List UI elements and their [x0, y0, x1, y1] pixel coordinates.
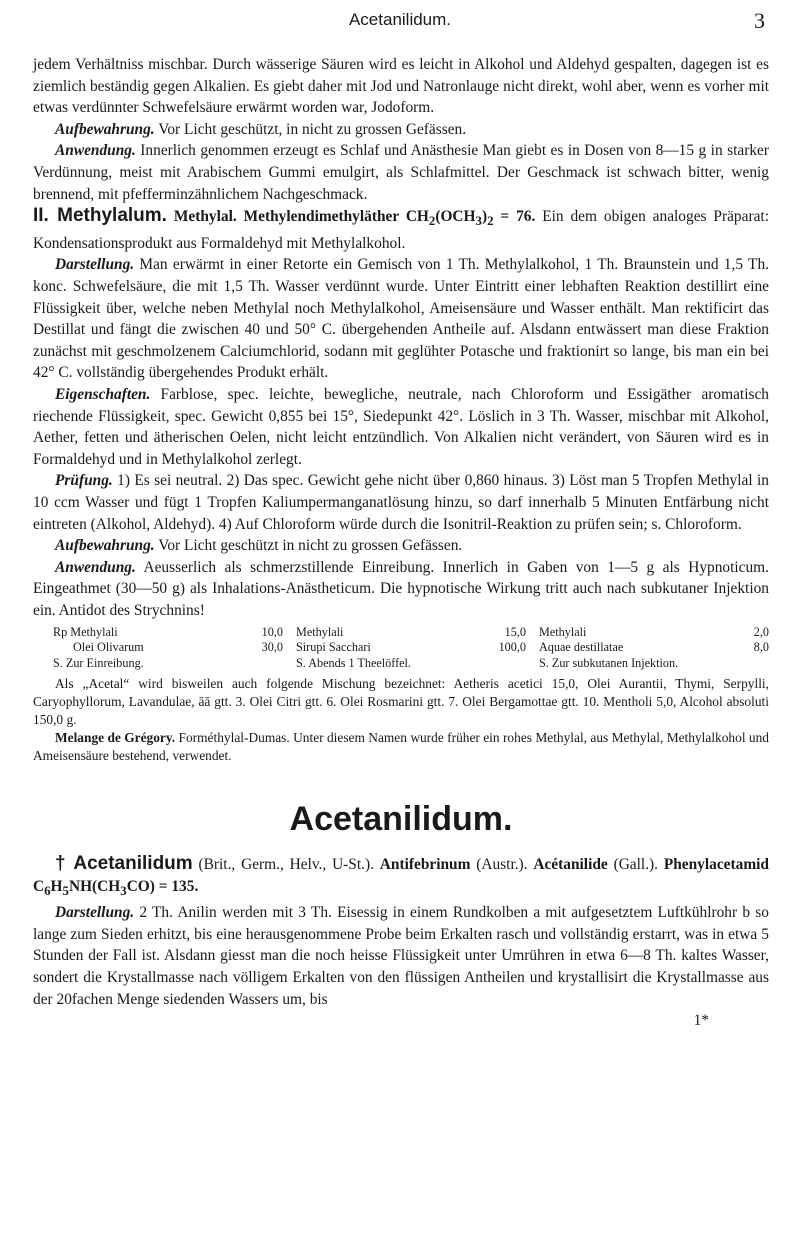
amount: 8,0: [753, 640, 769, 655]
amount: 100,0: [498, 640, 526, 655]
ingredient: Methylali: [539, 624, 587, 639]
synonyms-methylal: [166, 208, 536, 229]
formula-sub: 3: [475, 214, 482, 229]
formula-sub: 6: [44, 883, 51, 898]
paragraph-aufbewahrung-2: [33, 535, 769, 557]
recipes: [33, 625, 769, 672]
text-anwendung-2: Aeusserlich als schmerzstillende Einreibung. Innerlich in Gaben von 1—5 g als Hypnoticum. Eingeathmet (30—50 g) als Inhalations-Anästheticum. Die hypnotische Wirkung tritt auch nach subkutaner Injektion ein. Antidot des Strychnins!: [33, 558, 769, 619]
formula-part: NH(CH: [68, 877, 121, 895]
paragraph-methylalum: [33, 205, 769, 254]
printer-signature: 1*: [693, 1012, 709, 1030]
label-pruefung: Prüfung.: [55, 472, 113, 490]
label-darstellung-2: Darstellung.: [55, 904, 135, 922]
recipe-2: [296, 625, 526, 672]
recipe-line: [539, 625, 769, 641]
paragraph-acetanilidum: [33, 853, 769, 902]
ingredient: Rp Methylali: [53, 624, 118, 639]
ingredient: Methylali: [296, 624, 344, 639]
formula-part: (OCH: [435, 208, 476, 226]
recipe-line: [53, 640, 283, 656]
pharmacopoeia-austr: (Austr.).: [470, 856, 534, 874]
body-text: [33, 54, 769, 1032]
label-aufbewahrung-2: Aufbewahrung.: [55, 537, 155, 555]
recipe-1: [33, 625, 283, 672]
recipe-line: [296, 625, 526, 641]
paragraph-darstellung-acetanilid: [33, 902, 769, 1010]
paragraph-anwendung-2: [33, 557, 769, 622]
formula-sub: 2: [487, 214, 494, 229]
paragraph-darstellung: [33, 254, 769, 384]
text-acetal: Als „Acetal“ wird bisweilen auch folgende Mischung bezeichnet: Aetheris acetici 15,0, Olei Aurantii, Thymi, Serpylli, Caryophyllorum, Lavandulae, āā gtt. 3. Olei Citri gtt. 6. Olei Rosmarini gtt. 7. Olei Bergamottae gtt. 10. Mentholi 5,0, Alcohol absoluti 150,0 g.: [33, 676, 769, 728]
label-eigenschaften: Eigenschaften.: [55, 385, 151, 403]
recipe-line: [53, 625, 283, 641]
formula-part: ): [481, 208, 488, 226]
amount: 2,0: [753, 624, 769, 639]
formula-sub: 3: [120, 883, 127, 898]
heading-methylalum: II. Methylalum.: [33, 205, 167, 227]
heading-acetanilidum: Acetanilidum: [73, 853, 193, 875]
pharmacopoeias: (Brit., Germ., Helv., U-St.).: [192, 856, 380, 874]
ingredient: Aquae destillatae: [539, 640, 624, 655]
recipe-signatura: S. Zur subkutanen Injektion.: [539, 655, 679, 670]
synonym-antifebrinum: Antifebrinum: [379, 856, 471, 874]
text-aufbewahrung: Vor Licht geschützt, in nicht zu grossen Gefässen.: [154, 120, 467, 138]
paragraph-eigenschaften: [33, 384, 769, 470]
formula-part: Phenylacetamid C: [33, 856, 769, 895]
amount: 30,0: [261, 640, 283, 655]
ingredient: Sirupi Sacchari: [296, 640, 371, 655]
synonym-acetanilide: Acétanilide: [533, 856, 608, 874]
formula-sub: 5: [62, 883, 69, 898]
label-darstellung: Darstellung.: [55, 256, 135, 274]
recipe-line: [539, 640, 769, 656]
running-header: [0, 8, 800, 38]
label-anwendung-2: Anwendung.: [55, 558, 136, 576]
text-melange: Forméthylal-Dumas. Unter diesem Namen wurde früher ein rohes Methylal, aus Methylal, Methylalkohol und Ameisensäure bestehend, verwendet.: [33, 730, 769, 764]
section-title: Acetanilidum.: [289, 800, 513, 839]
running-title: Acetanilidum.: [348, 10, 452, 29]
recipe-line: [296, 640, 526, 656]
pharmacopoeia-gall: (Gall.).: [607, 856, 664, 874]
paragraph-aufbewahrung: [33, 119, 769, 141]
label-anwendung: Anwendung.: [55, 142, 136, 160]
paragraph-intro: jedem Verhältniss mischbar. Durch wässerige Säuren wird es leicht in Alkohol und Aldehyd gespalten, dagegen ist es ziemlich beständig gegen Alkalien. Es giebt daher mit Jod und Natronlauge nicht direkt, wohl aber, wenn es vorher mit etwas verdünnter Schwefelsäure erwärmt worden war, Jodoform.: [33, 56, 769, 117]
paragraph-anwendung: [33, 140, 769, 205]
formula-part: CO) = 135.: [126, 877, 199, 895]
text-eigenschaften: Farblose, spec. leichte, bewegliche, neutrale, nach Chloroform und Essigäther aromatisch riechende Flüssigkeit, spec. Gewicht 0,855 bei 15°, Siedepunkt 42°. Löslich in 3 Th. Wasser, mischbar mit Alkohol, Aether, fetten und ätherischen Oelen, nicht leicht entzündlich. Von Alkalien nicht verändert, von Säuren wird es in Formaldehyd und in Methylalkohol zerlegt.: [33, 385, 769, 468]
formula-sub: 2: [428, 214, 436, 229]
paragraph-pruefung: [33, 470, 769, 535]
recipe-3: [539, 625, 769, 672]
paragraph-acetal: [33, 675, 769, 729]
text-darstellung-2: 2 Th. Anilin werden mit 3 Th. Eisessig in einem Rundkolben a mit aufgesetztem Luftkühlrohr b so lange zum Sieden erhitzt, bis eine herausgenommene Probe beim Erkalten rasch und vollständig erstarrt, was in etwa 5 Stunden der Fall ist. Alsdann giesst man die noch heisse Flüssigkeit unter Umrühren in etwa 6—8 Th. kaltes Wasser, sondert die Krystallmasse nach völligem Erkalten von den flüssigen Antheilen und krystallisirt die Krystallmasse aus der 20fachen Menge siedenden Wassers um, bis: [33, 904, 769, 1008]
ingredient: Olei Olivarum: [73, 640, 144, 655]
text-aufbewahrung-2: Vor Licht geschützt in nicht zu grossen Gefässen.: [154, 537, 463, 555]
paragraph-melange: [33, 729, 769, 765]
molecular-weight: = 76.: [493, 208, 536, 226]
recipe-signatura: S. Abends 1 Theelöffel.: [296, 655, 411, 670]
formula-part: H: [50, 877, 63, 895]
recipe-signatura: S. Zur Einreibung.: [53, 655, 144, 670]
text-anwendung: Innerlich genommen erzeugt es Schlaf und Anästhesie Man giebt es in Dosen von 8—15 g in starker Verdünnung, meist mit Arabischem Gummi emulgirt, als Schlafmittel. Der Geschmack ist schwach bitter, wenig brennend, mit pfefferminzähnlichem Nachgeschmack.: [33, 142, 769, 203]
text-methylalum: Ein dem obigen analoges Präparat: Kondensationsprodukt aus Formaldehyd mit Methylalkohol.: [33, 208, 769, 252]
label-melange: Melange de Grégory.: [55, 730, 176, 746]
amount: 10,0: [261, 624, 283, 639]
label-aufbewahrung: Aufbewahrung.: [55, 120, 155, 138]
dagger-mark: †: [55, 853, 68, 875]
text-darstellung: Man erwärmt in einer Retorte ein Gemisch von 1 Th. Methylalkohol, 1 Th. Braunstein und 1,5 Th. konc. Schwefelsäure, die mit 1,5 Th. Wasser verdünnt wurde. Unter Eintritt einer lebhaften Reaktion destillirt eine Flüssigkeit über, welche neben Methylal noch Methylalkohol, Ameisensäure und Wasser enthält. Man rektificirt das Destillat und fängt die zwischen 40 und 50° C. übergehenden Antheile auf. Alsdann entwässert man diese Fraktion zunächst mit geschmolzenem Calciumchlorid, sodann mit geglühter Potasche und fraktionirt so lange, bis man ein bei 42° C. vollständig übergehendes Produkt erhält.: [33, 256, 769, 382]
text-pruefung: 1) Es sei neutral. 2) Das spec. Gewicht gehe nicht über 0,860 hinaus. 3) Löst man 5 Tropfen Methylal in 10 ccm Wasser und fügt 1 Tropfen Kaliumpermanganatlösung hinzu, so darf innerhalb 5 Minuten Entfärbung nicht eintreten (Alkohol, Aldehyd). 4) Auf Chloroform würde durch die Isonitril-Reaktion zu prüfen sein; s. Chloroform.: [33, 472, 769, 533]
page-number: 3: [754, 8, 765, 33]
formula-part: Methylal. Methylendimethyläther CH: [166, 208, 429, 226]
amount: 15,0: [504, 624, 526, 639]
